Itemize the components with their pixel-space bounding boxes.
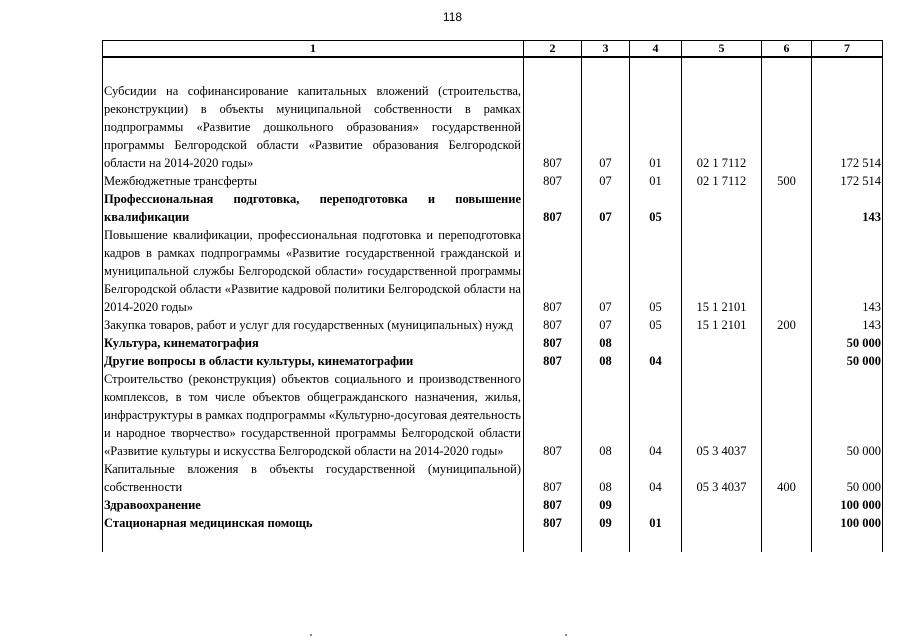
table-row <box>103 334 883 352</box>
amount-cell: 143 <box>812 190 883 226</box>
target-article-cell <box>682 334 762 352</box>
description-cell: Другие вопросы в области культуры, кинематографии <box>103 352 524 370</box>
description-cell: Культура, кинематография <box>103 334 524 352</box>
code-cell: 807 <box>524 226 582 316</box>
section-cell: 07 <box>582 226 630 316</box>
code-cell: 807 <box>524 316 582 334</box>
code-cell: 807 <box>524 352 582 370</box>
subsection-cell: 04 <box>630 460 682 496</box>
table-row <box>103 316 883 334</box>
description-cell: Стационарная медицинская помощь <box>103 514 524 532</box>
budget-table <box>102 40 883 552</box>
section-cell: 07 <box>582 172 630 190</box>
section-cell: 08 <box>582 352 630 370</box>
amount-cell: 50 000 <box>812 460 883 496</box>
amount-cell: 100 000 <box>812 514 883 532</box>
description-cell: Здравоохранение <box>103 496 524 514</box>
expense-type-cell <box>762 82 812 172</box>
amount-cell: 143 <box>812 226 883 316</box>
code-cell: 807 <box>524 514 582 532</box>
description-cell: Профессиональная подготовка, переподготовка и повышение квалификации <box>103 190 524 226</box>
expense-type-cell <box>762 496 812 514</box>
amount-cell: 50 000 <box>812 334 883 352</box>
expense-type-cell: 500 <box>762 172 812 190</box>
section-cell: 08 <box>582 334 630 352</box>
expense-type-cell <box>762 352 812 370</box>
column-header: 5 <box>682 41 762 58</box>
section-cell: 07 <box>582 82 630 172</box>
subsection-cell <box>630 496 682 514</box>
column-header: 4 <box>630 41 682 58</box>
code-cell: 807 <box>524 190 582 226</box>
expense-type-cell: 200 <box>762 316 812 334</box>
target-article-cell: 05 3 4037 <box>682 370 762 460</box>
subsection-cell: 05 <box>630 316 682 334</box>
amount-cell: 50 000 <box>812 352 883 370</box>
table-row <box>103 370 883 460</box>
code-cell: 807 <box>524 82 582 172</box>
expense-type-cell <box>762 190 812 226</box>
section-cell: 09 <box>582 496 630 514</box>
amount-cell: 100 000 <box>812 496 883 514</box>
target-article-cell: 05 3 4037 <box>682 460 762 496</box>
page-number: 118 <box>442 10 463 24</box>
filler-row <box>103 532 883 552</box>
code-cell: 807 <box>524 172 582 190</box>
target-article-cell: 15 1 2101 <box>682 316 762 334</box>
expense-type-cell <box>762 370 812 460</box>
scan-mark <box>310 634 312 636</box>
subsection-cell: 05 <box>630 226 682 316</box>
target-article-cell <box>682 496 762 514</box>
section-cell: 08 <box>582 370 630 460</box>
target-article-cell: 02 1 7112 <box>682 82 762 172</box>
target-article-cell <box>682 514 762 532</box>
target-article-cell: 15 1 2101 <box>682 226 762 316</box>
subsection-cell: 01 <box>630 514 682 532</box>
table-header-row <box>103 41 883 58</box>
description-cell: Закупка товаров, работ и услуг для государственных (муниципальных) нужд <box>103 316 524 334</box>
column-header: 1 <box>103 41 524 58</box>
table-row <box>103 514 883 532</box>
expense-type-cell: 400 <box>762 460 812 496</box>
description-cell: Повышение квалификации, профессиональная подготовка и переподготовка кадров в рамках подпрограммы «Развитие государственной гражданской и муниципальной службы Белгородской области» государственной программы Белгородской области «Развитие кадровой политики Белгородской области на 2014-2020 годы» <box>103 226 524 316</box>
code-cell: 807 <box>524 460 582 496</box>
spacer-row <box>103 57 883 82</box>
column-header: 7 <box>812 41 883 58</box>
description-cell: Строительство (реконструкция) объектов социального и производственного комплексов, в том числе объектов общегражданского назначения, жилья, инфраструктуры в рамках подпрограммы «Культурно-досуговая деятельность и народное творчество» государственной программы Белгородской области «Развитие культуры и искусства Белгородской области на 2014-2020 годы» <box>103 370 524 460</box>
section-cell: 08 <box>582 460 630 496</box>
subsection-cell: 04 <box>630 370 682 460</box>
section-cell: 07 <box>582 190 630 226</box>
column-header: 2 <box>524 41 582 58</box>
description-cell: Капитальные вложения в объекты государственной (муниципальной) собственности <box>103 460 524 496</box>
section-cell: 09 <box>582 514 630 532</box>
amount-cell: 50 000 <box>812 370 883 460</box>
scan-mark <box>565 634 567 636</box>
amount-cell: 172 514 <box>812 82 883 172</box>
code-cell: 807 <box>524 496 582 514</box>
expense-type-cell <box>762 334 812 352</box>
expense-type-cell <box>762 514 812 532</box>
subsection-cell <box>630 334 682 352</box>
column-header: 3 <box>582 41 630 58</box>
description-cell: Межбюджетные трансферты <box>103 172 524 190</box>
subsection-cell: 05 <box>630 190 682 226</box>
subsection-cell: 01 <box>630 172 682 190</box>
target-article-cell <box>682 190 762 226</box>
section-cell: 07 <box>582 316 630 334</box>
subsection-cell: 01 <box>630 82 682 172</box>
expense-type-cell <box>762 226 812 316</box>
table-row <box>103 172 883 190</box>
subsection-cell: 04 <box>630 352 682 370</box>
table-row <box>103 226 883 316</box>
table-row <box>103 82 883 172</box>
amount-cell: 143 <box>812 316 883 334</box>
amount-cell: 172 514 <box>812 172 883 190</box>
table-row <box>103 352 883 370</box>
table-row <box>103 190 883 226</box>
table-row <box>103 496 883 514</box>
column-header: 6 <box>762 41 812 58</box>
table-row <box>103 460 883 496</box>
code-cell: 807 <box>524 370 582 460</box>
target-article-cell <box>682 352 762 370</box>
description-cell: Субсидии на софинансирование капитальных вложений (строительства, реконструкции) в объекты муниципальной собственности в рамках подпрограммы «Развитие дошкольного образования» государственной программы Белгородской области «Развитие образования Белгородской области на 2014-2020 годы» <box>103 82 524 172</box>
target-article-cell: 02 1 7112 <box>682 172 762 190</box>
code-cell: 807 <box>524 334 582 352</box>
